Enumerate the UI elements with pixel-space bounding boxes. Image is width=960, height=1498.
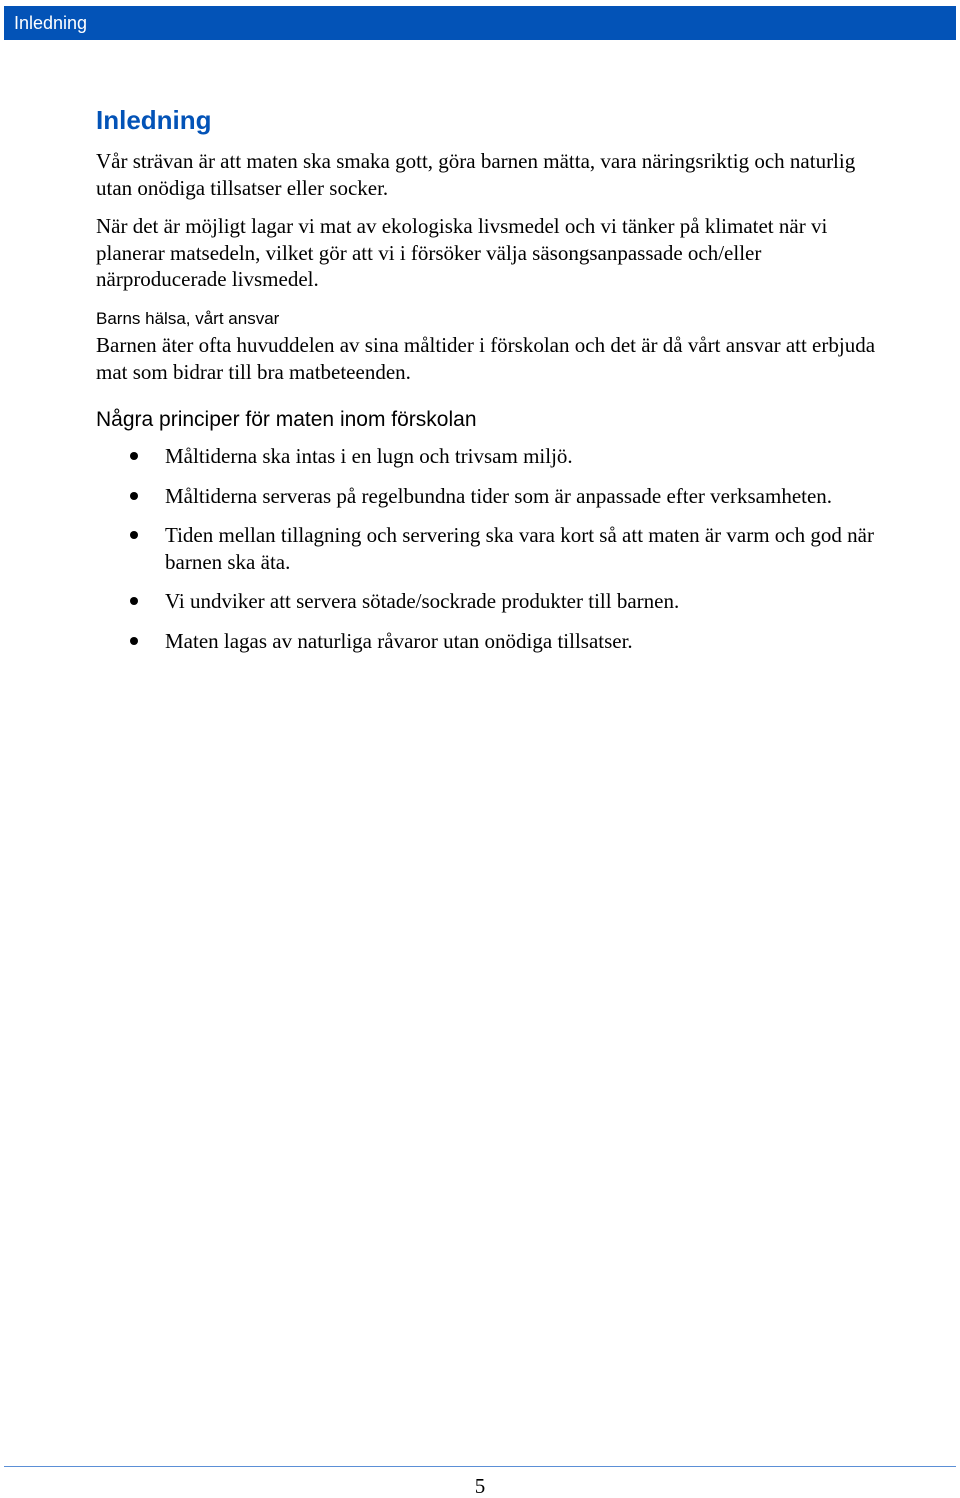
list-item [96, 443, 886, 470]
subheading-principles: Några principer för maten inom förskolan [96, 408, 477, 431]
footer-divider [4, 1466, 956, 1467]
subheading-health: Barns hälsa, vårt ansvar [96, 309, 280, 328]
bullet-icon [130, 531, 138, 539]
bullet-icon [130, 597, 138, 605]
page-title: Inledning [96, 105, 212, 135]
list-item [96, 588, 886, 615]
list-item [96, 628, 886, 655]
list-item [96, 522, 886, 575]
bullet-icon [130, 492, 138, 500]
bullet-icon [130, 637, 138, 645]
page-number: 5 [474, 1474, 486, 1498]
list-item-text: Vi undviker att servera sötade/sockrade produkter till barnen. [165, 589, 680, 613]
list-item-text: Tiden mellan tillagning och servering ska vara kort så att maten är varm och god när barnen ska äta. [165, 523, 874, 574]
header-title: Inledning [14, 13, 88, 33]
principles-list [96, 443, 886, 667]
bullet-icon [130, 452, 138, 460]
header-bar [4, 6, 956, 40]
health-paragraph: Barnen äter ofta huvuddelen av sina måltider i förskolan och det är då vårt ansvar att erbjuda mat som bidrar till bra matbeteenden. [96, 333, 876, 384]
ecology-paragraph: När det är möjligt lagar vi mat av ekologiska livsmedel och vi tänker på klimatet när vi planerar matsedeln, vilket gör att vi i försöker välja säsongsanpassade och/eller närproducerade livsmedel. [96, 214, 828, 291]
list-item-text: Måltiderna serveras på regelbundna tider som är anpassade efter verksamheten. [165, 483, 833, 508]
list-item [96, 483, 886, 510]
list-item-text: Maten lagas av naturliga råvaror utan onödiga tillsatser. [165, 628, 633, 653]
intro-paragraph: Vår strävan är att maten ska smaka gott, göra barnen mätta, vara näringsriktig och naturlig utan onödiga tillsatser eller socker. [96, 149, 856, 200]
list-item-text: Måltiderna ska intas i en lugn och trivsam miljö. [165, 444, 573, 468]
